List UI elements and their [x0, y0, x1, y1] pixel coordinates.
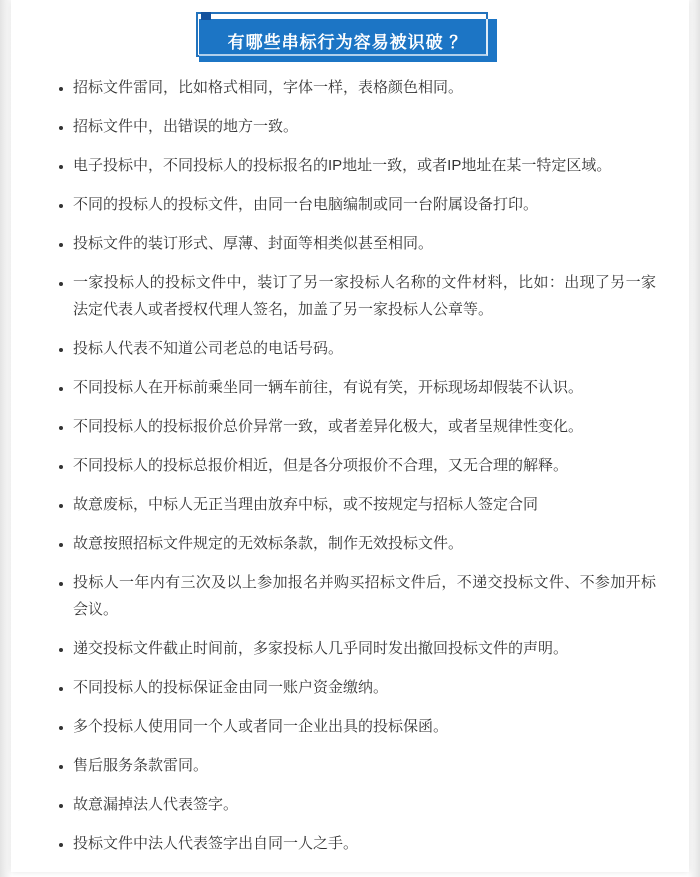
list-item: • 不同投标人的投标总报价相近，但是各分项报价不合理，又无合理的解释。 [73, 452, 656, 479]
list-item: • 不同投标人的投标报价总价异常一致，或者差异化极大，或者呈规律性变化。 [73, 413, 656, 440]
list-item: • 故意废标，中标人无正当理由放弃中标，或不按规定与招标人签定合同 [73, 491, 656, 518]
list-item: • 投标人一年内有三次及以上参加报名并购买招标文件后，不递交投标文件、不参加开标会议。 [73, 569, 656, 623]
list-item: • 多个投标人使用同一个人或者同一企业出具的投标保函。 [73, 713, 656, 740]
list-item: • 递交投标文件截止时间前，多家投标人几乎同时发出撤回投标文件的声明。 [73, 635, 656, 662]
banner-fill-box [199, 19, 497, 62]
list-item: • 招标文件中，出错误的地方一致。 [73, 113, 656, 140]
list-item: • 故意按照招标文件规定的无效标条款，制作无效投标文件。 [73, 530, 656, 557]
bullet-list [11, 74, 689, 857]
list-item: • 不同投标人的投标保证金由同一账户资金缴纳。 [73, 674, 656, 701]
list-item: • 投标文件的装订形式、厚薄、封面等相类似甚至相同。 [73, 230, 656, 257]
list-item: • 投标人代表不知道公司老总的电话号码。 [73, 335, 656, 362]
content-card [11, 0, 689, 872]
list-item: • 售后服务条款雷同。 [73, 752, 656, 779]
list-item: • 不同的投标人的投标文件，由同一台电脑编制或同一台附属设备打印。 [73, 191, 656, 218]
list-item: • 电子投标中，不同投标人的投标报名的IP地址一致，或者IP地址在某一特定区域。 [73, 152, 656, 179]
list-item: • 不同投标人在开标前乘坐同一辆车前往，有说有笑，开标现场却假装不认识。 [73, 374, 656, 401]
list-item: • 一家投标人的投标文件中，装订了另一家投标人名称的文件材料，比如：出现了另一家法定代表人或者授权代理人签名，加盖了另一家投标人公章等。 [73, 269, 656, 323]
page-title: 有哪些串标行为容易被识破 ？ [227, 33, 468, 52]
list-item: • 投标文件中法人代表签字出自同一人之手。 [73, 830, 656, 857]
list-item: • 招标文件雷同，比如格式相同，字体一样，表格颜色相同。 [73, 74, 656, 101]
banner-corner-accent [201, 12, 211, 20]
section-title-banner [196, 12, 497, 62]
list-item: • 故意漏掉法人代表签字。 [73, 791, 656, 818]
